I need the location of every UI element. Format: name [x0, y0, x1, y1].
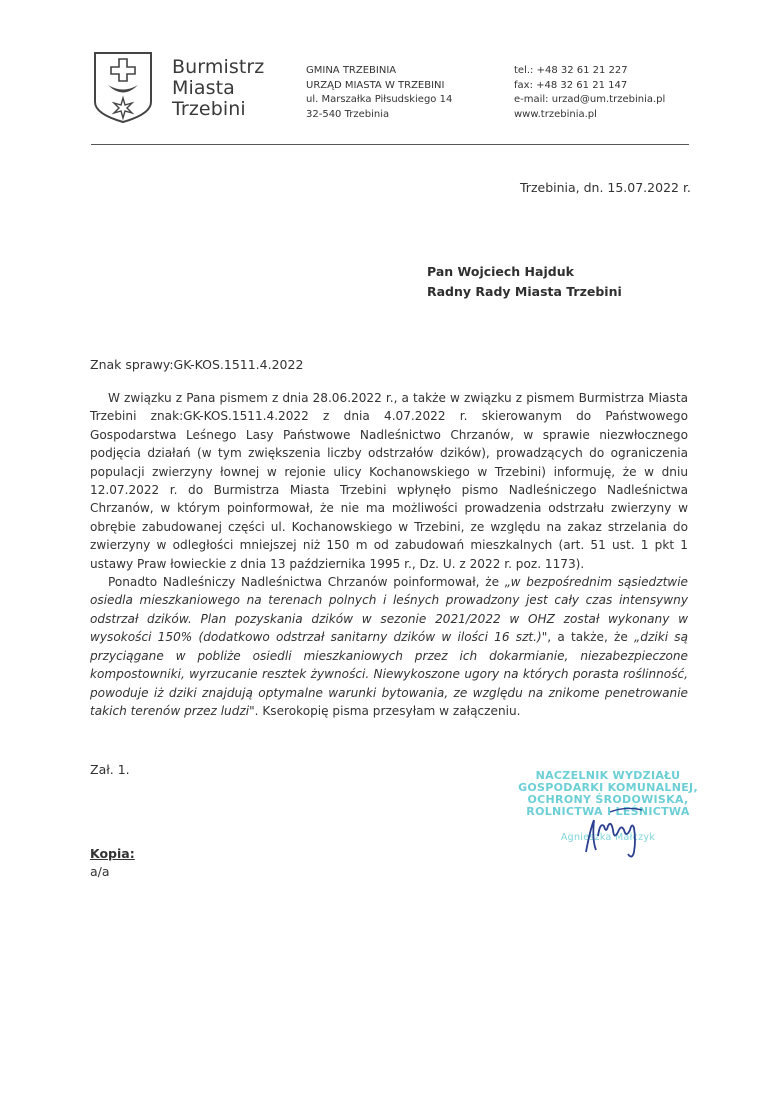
- coat-of-arms-icon: [92, 50, 154, 124]
- stamp-name: Agnieszka Małczyk: [560, 832, 656, 843]
- copy-label: Kopia:: [90, 846, 135, 861]
- paragraph-2-outro: . Kserokopię pisma przesyłam w załączeniu.: [254, 703, 521, 718]
- stamp-line: GOSPODARKI KOMUNALNEJ,: [518, 781, 698, 794]
- case-number: Znak sprawy:GK-KOS.1511.4.2022: [90, 357, 304, 372]
- office-line: URZĄD MIASTA W TRZEBINI: [306, 79, 445, 91]
- fax: fax: +48 32 61 21 147: [514, 79, 628, 91]
- office-line: GMINA TRZEBINIA: [306, 65, 397, 76]
- contact-info: [514, 64, 665, 122]
- paragraph-2-middle: , a także, że: [547, 630, 635, 645]
- quote-1: „w bezpośrednim sąsiedztwie osiedla mieszkaniowego na terenach polnych i leśnych prowadzony jest cały czas intensywny odstrzał dzików. Plan pozyskania dzików w sezonie 2021/2022 w OHZ został wykonany w wysokości 150% (dodatkowo odstrzał sanitarny dzików w ilości 16 szt.)": [90, 575, 688, 645]
- brand-line: Miasta: [172, 77, 235, 99]
- copy-value: a/a: [90, 864, 110, 879]
- paragraph-1: W związku z Pana pismem z dnia 28.06.2022 r., a także w związku z pismem Burmistrza Miasta Trzebini znak:GK-KOS.1511.4.2022 z dnia 4.07.2022 r. skierowanym do Państwowego Gospodarstwa Leśnego Lasy Państwowe Nadleśnictwo Chrzanów, w sprawie niezwłocznego podjęcia działań (w tym zwiększenia liczby odstrzałów dzików), prowadzących do ograniczenia populacji zwierzyny łownej w rejonie ulicy Kochanowskiego w Trzebini) informuję, że w dniu 12.07.2022 r. do Burmistrza Miasta Trzebini wpłynęło pismo Nadleśniczego Nadleśnictwa Chrzanów, w którym poinformował, że nie ma możliwości prowadzenia odstrzału zwierzyny w obrębie zabudowanej części ul. Kochanowskiego w Trzebini, ze względu na zakaz strzelania do zwierzyny w odległości mniejszej niż 150 m od zabudowań mieszkalnych (art. 51 ust. 1 pkt 1 ustawy Praw łowieckie z dnia 13 października 1995 r., Dz. U. z 2022 r. poz. 1173).: [90, 391, 688, 571]
- website-link[interactable]: www.trzebinia.pl: [514, 108, 597, 120]
- stamp-line: OCHRONY ŚRODOWISKA,: [527, 793, 689, 806]
- stamp-line: ROLNICTWA I LEŚNICTWA: [526, 805, 690, 818]
- office-line: ul. Marszałka Piłsudskiego 14: [306, 94, 453, 105]
- paragraph-2-intro: Ponadto Nadleśniczy Nadleśnictwa Chrzanów poinformował, że: [108, 575, 505, 590]
- addressee: [427, 262, 622, 302]
- brand-line: Trzebini: [172, 98, 246, 120]
- addressee-title: Radny Rady Miasta Trzebini: [427, 284, 622, 299]
- handwritten-signature-icon: [580, 800, 650, 860]
- issuer-brand: [172, 57, 264, 120]
- letter-body: [90, 389, 688, 720]
- place-date: Trzebinia, dn. 15.07.2022 r.: [520, 180, 691, 195]
- brand-line: Burmistrz: [172, 56, 265, 78]
- office-address: [306, 64, 452, 122]
- office-line: 32-540 Trzebinia: [306, 108, 390, 120]
- email-link[interactable]: e-mail: urzad@um.trzebinia.pl: [514, 94, 666, 105]
- stamp-line: NACZELNIK WYDZIAŁU: [535, 769, 681, 782]
- quote-2: „dziki są przyciągane w pobliże osiedli mieszkaniowych przez ich dokarmianie, niezabezpieczone kompostowniki, wyrzucanie resztek żywności. Niewykoszone ugory na których porasta roślinność, powoduje iż dziki znajdują optymalne warunki bytowania, ze względu na znikome penetrowanie takich terenów przez ludzi": [90, 630, 688, 718]
- addressee-name: Pan Wojciech Hajduk: [427, 264, 574, 279]
- header-divider: [91, 144, 689, 145]
- attachment-note: Zał. 1.: [90, 762, 130, 777]
- paragraph-2: [90, 573, 688, 720]
- phone: tel.: +48 32 61 21 227: [514, 65, 628, 76]
